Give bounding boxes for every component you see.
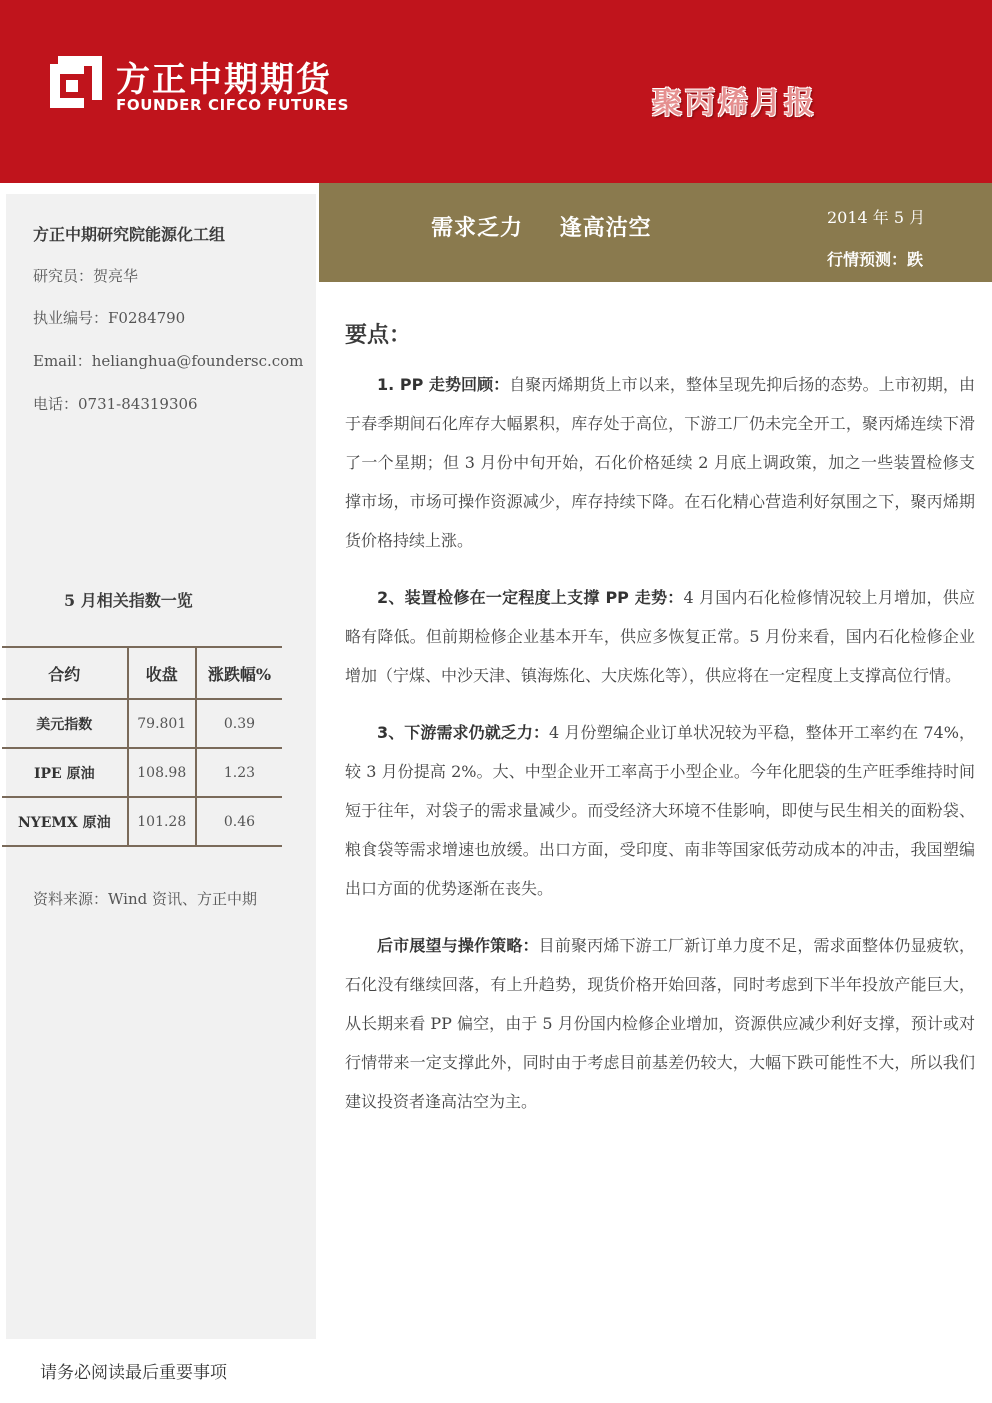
contract-name: NYEMX 原油 bbox=[2, 797, 128, 846]
paragraph-outlook bbox=[345, 926, 975, 1121]
data-source: 资料来源：Wind 资讯、方正中期 bbox=[33, 890, 257, 908]
report-title: 聚丙烯月报 bbox=[652, 86, 817, 121]
index-table bbox=[2, 646, 282, 847]
paragraph-text: 4 月国内石化检修情况较上月增加，供应略有降低。但前期检修企业基本开车，供应多恢复正常。5 月份来看，国内石化检修企业增加（宁煤、中沙天津、镇海炼化、大庆炼化等），供应将在一定程度上支撑高位行情。 bbox=[345, 588, 975, 685]
report-headline: 需求乏力 逢高沽空 bbox=[431, 215, 652, 241]
company-name-cn: 方正中期期货 bbox=[116, 60, 332, 100]
market-forecast: 行情预测：跌 bbox=[827, 250, 924, 269]
title-banner bbox=[319, 183, 992, 282]
table-row bbox=[2, 797, 282, 846]
index-table-title: 5 月相关指数一览 bbox=[64, 591, 193, 610]
close-value: 79.801 bbox=[128, 699, 196, 748]
contract-name: IPE 原油 bbox=[2, 748, 128, 797]
contact-phone: 电话：0731-84319306 bbox=[33, 395, 198, 413]
column-header: 收盘 bbox=[128, 647, 196, 699]
change-percent: 1.23 bbox=[196, 748, 282, 797]
change-percent: 0.46 bbox=[196, 797, 282, 846]
change-percent: 0.39 bbox=[196, 699, 282, 748]
close-value: 108.98 bbox=[128, 748, 196, 797]
paragraph-lead: 后市展望与操作策略： bbox=[377, 936, 539, 955]
close-value: 101.28 bbox=[128, 797, 196, 846]
paragraph-demand bbox=[345, 713, 975, 908]
paragraph-review bbox=[345, 365, 975, 560]
column-header: 合约 bbox=[2, 647, 128, 699]
company-name-en: FOUNDER CIFCO FUTURES bbox=[116, 96, 350, 114]
researcher-name: 研究员：贺亮华 bbox=[33, 267, 139, 285]
paragraph-text: 目前聚丙烯下游工厂新订单力度不足，需求面整体仍显疲软，石化没有继续回落，有上升趋势，现货价格开始回落，同时考虑到下半年投放产能巨大，从长期来看 PP 偏空，由于 5 月份国内检修企业增加，资源供应减少利好支撑，预计或对行情带来一定支撑此外，同时由于考虑目前基差仍较大，大幅下跌可能性不大，所以我们建议投资者逢高沽空为主。 bbox=[345, 936, 975, 1111]
paragraph-lead: 3、下游需求仍就乏力： bbox=[377, 723, 550, 742]
contract-name: 美元指数 bbox=[2, 699, 128, 748]
license-number: 执业编号：F0284790 bbox=[33, 309, 186, 327]
table-header-row bbox=[2, 647, 282, 699]
disclaimer-note: 请务必阅读最后重要事项 bbox=[40, 1363, 227, 1383]
section-heading: 要点： bbox=[345, 322, 412, 348]
paragraph-maintenance bbox=[345, 578, 975, 695]
column-header: 涨跌幅% bbox=[196, 647, 282, 699]
paragraph-lead: 2、装置检修在一定程度上支撑 PP 走势： bbox=[377, 588, 684, 607]
paragraph-text: 4 月份塑编企业订单状况较为平稳，整体开工率约在 74%，较 3 月份提高 2%。大、中型企业开工率高于小型企业。今年化肥袋的生产旺季维持时间短于往年，对袋子的需求量减少。而受经济大环境不佳影响，即使与民生相关的面粉袋、粮食袋等需求增速也放缓。出口方面，受印度、南非等国家低劳动成本的冲击，我国塑编出口方面的优势逐渐在丧失。 bbox=[345, 723, 975, 898]
paragraph-lead: 1. PP 走势回顾： bbox=[377, 375, 510, 394]
paragraph-text: 自聚丙烯期货上市以来，整体呈现先抑后扬的态势。上市初期，由于春季期间石化库存大幅累积，库存处于高位，下游工厂仍未完全开工，聚丙烯连续下滑了一个星期；但 3 月份中旬开始，石化价格延续 2 月底上调政策，加之一些装置检修支撑市场，市场可操作资源减少，库存持续下降。在石化精心营造利好氛围之下，聚丙烯期货价格持续上涨。 bbox=[345, 375, 975, 550]
page-header bbox=[0, 0, 992, 183]
table-row bbox=[2, 748, 282, 797]
report-date: 2014 年 5 月 bbox=[827, 208, 926, 227]
table-row bbox=[2, 699, 282, 748]
research-group: 方正中期研究院能源化工组 bbox=[33, 225, 226, 244]
main-content bbox=[345, 318, 975, 1139]
contact-email: Email：helianghua@foundersc.com bbox=[33, 352, 304, 370]
company-logo-icon bbox=[48, 54, 104, 110]
